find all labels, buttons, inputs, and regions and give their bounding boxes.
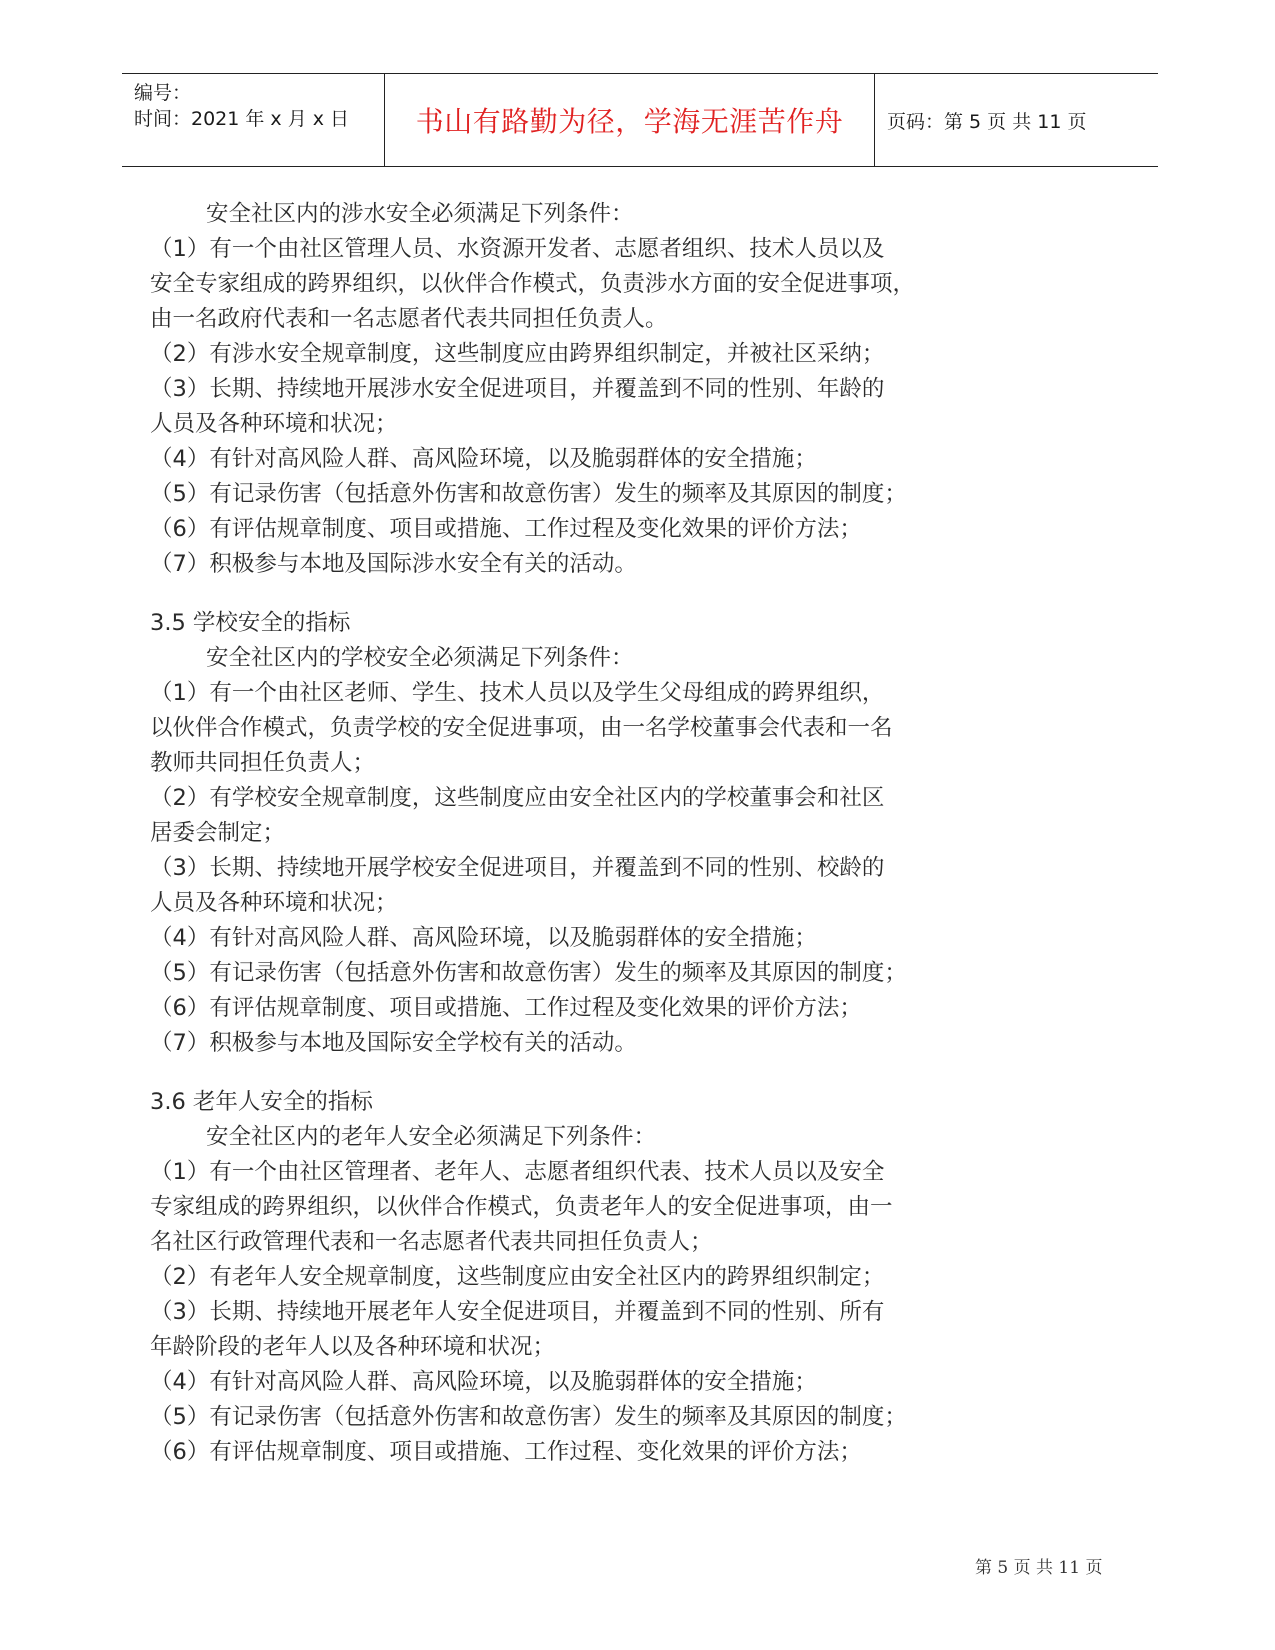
header-page-info: 页码：第 5 页 共 11 页 bbox=[887, 110, 1087, 133]
document-number-label: 编号： bbox=[134, 82, 192, 104]
paragraph-line: （5）有记录伤害（包括意外伤害和故意伤害）发生的频率及其原因的制度； bbox=[150, 1404, 907, 1430]
paragraph-line: （6）有评估规章制度、项目或措施、工作过程及变化效果的评价方法； bbox=[150, 995, 862, 1021]
section-gap bbox=[150, 1061, 970, 1085]
paragraph-line: 以伙伴合作模式，负责学校的安全促进事项，由一名学校董事会代表和一名 bbox=[150, 715, 893, 741]
paragraph-line: （2）有老年人安全规章制度，这些制度应由安全社区内的跨界组织制定； bbox=[150, 1264, 885, 1290]
header-page-cell bbox=[875, 74, 1158, 166]
section-heading: 3.5 学校安全的指标 bbox=[150, 610, 351, 636]
paragraph-line: （5）有记录伤害（包括意外伤害和故意伤害）发生的频率及其原因的制度； bbox=[150, 960, 907, 986]
paragraph-line: 人员及各种环境和状况； bbox=[150, 890, 398, 916]
paragraph-line: （5）有记录伤害（包括意外伤害和故意伤害）发生的频率及其原因的制度； bbox=[150, 481, 907, 507]
paragraph-line: 专家组成的跨界组织，以伙伴合作模式，负责老年人的安全促进事项，由一 bbox=[150, 1194, 893, 1220]
paragraph-line: 教师共同担任负责人； bbox=[150, 750, 376, 776]
header-meta-cell bbox=[122, 74, 385, 166]
paragraph-line: （4）有针对高风险人群、高风险环境，以及脆弱群体的安全措施； bbox=[150, 925, 817, 951]
paragraph-line: （4）有针对高风险人群、高风险环境，以及脆弱群体的安全措施； bbox=[150, 446, 817, 472]
section-intro: 安全社区内的老年人安全必须满足下列条件： bbox=[206, 1124, 657, 1150]
section-heading: 3.6 老年人安全的指标 bbox=[150, 1089, 373, 1115]
paragraph-line: 由一名政府代表和一名志愿者代表共同担任负责人。 bbox=[150, 306, 668, 332]
section-gap bbox=[150, 582, 970, 606]
section-intro: 安全社区内的学校安全必须满足下列条件： bbox=[206, 645, 634, 671]
paragraph-line: （1）有一个由社区管理者、老年人、志愿者组织代表、技术人员以及安全 bbox=[150, 1159, 885, 1185]
paragraph-line: 安全专家组成的跨界组织，以伙伴合作模式，负责涉水方面的安全促进事项， bbox=[150, 271, 916, 297]
document-body bbox=[150, 197, 970, 1470]
paragraph-line: （2）有涉水安全规章制度，这些制度应由跨界组织制定，并被社区采纳； bbox=[150, 341, 885, 367]
paragraph-line: 居委会制定； bbox=[150, 820, 286, 846]
paragraph-line: （6）有评估规章制度、项目或措施、工作过程及变化效果的评价方法； bbox=[150, 516, 862, 542]
paragraph-line: （1）有一个由社区老师、学生、技术人员以及学生父母组成的跨界组织， bbox=[150, 680, 885, 706]
header-motto-cell bbox=[385, 74, 875, 166]
paragraph-line: （2）有学校安全规章制度，这些制度应由安全社区内的学校董事会和社区 bbox=[150, 785, 885, 811]
header-motto: 书山有路勤为径，学海无涯苦作舟 bbox=[415, 105, 844, 138]
paragraph-line: 名社区行政管理代表和一名志愿者代表共同担任负责人； bbox=[150, 1229, 713, 1255]
document-time-label: 时间：2021 年 x 月 x 日 bbox=[134, 108, 350, 130]
paragraph-line: （7）积极参与本地及国际涉水安全有关的活动。 bbox=[150, 551, 637, 577]
paragraph-line: （1）有一个由社区管理人员、水资源开发者、志愿者组织、技术人员以及 bbox=[150, 236, 885, 262]
paragraph-line: （3）长期、持续地开展老年人安全促进项目，并覆盖到不同的性别、所有 bbox=[150, 1299, 885, 1325]
paragraph-line: 人员及各种环境和状况； bbox=[150, 411, 398, 437]
paragraph-line: （7）积极参与本地及国际安全学校有关的活动。 bbox=[150, 1030, 637, 1056]
paragraph-line: （6）有评估规章制度、项目或措施、工作过程、变化效果的评价方法； bbox=[150, 1439, 862, 1465]
section-intro: 安全社区内的涉水安全必须满足下列条件： bbox=[206, 201, 634, 227]
paragraph-line: （3）长期、持续地开展学校安全促进项目，并覆盖到不同的性别、校龄的 bbox=[150, 855, 885, 881]
paragraph-line: （4）有针对高风险人群、高风险环境，以及脆弱群体的安全措施； bbox=[150, 1369, 817, 1395]
paragraph-line: （3）长期、持续地开展涉水安全促进项目，并覆盖到不同的性别、年龄的 bbox=[150, 376, 885, 402]
paragraph-line: 年龄阶段的老年人以及各种环境和状况； bbox=[150, 1334, 556, 1360]
document-header bbox=[122, 73, 1158, 167]
page-footer: 第 5 页 共 11 页 bbox=[975, 1558, 1103, 1578]
